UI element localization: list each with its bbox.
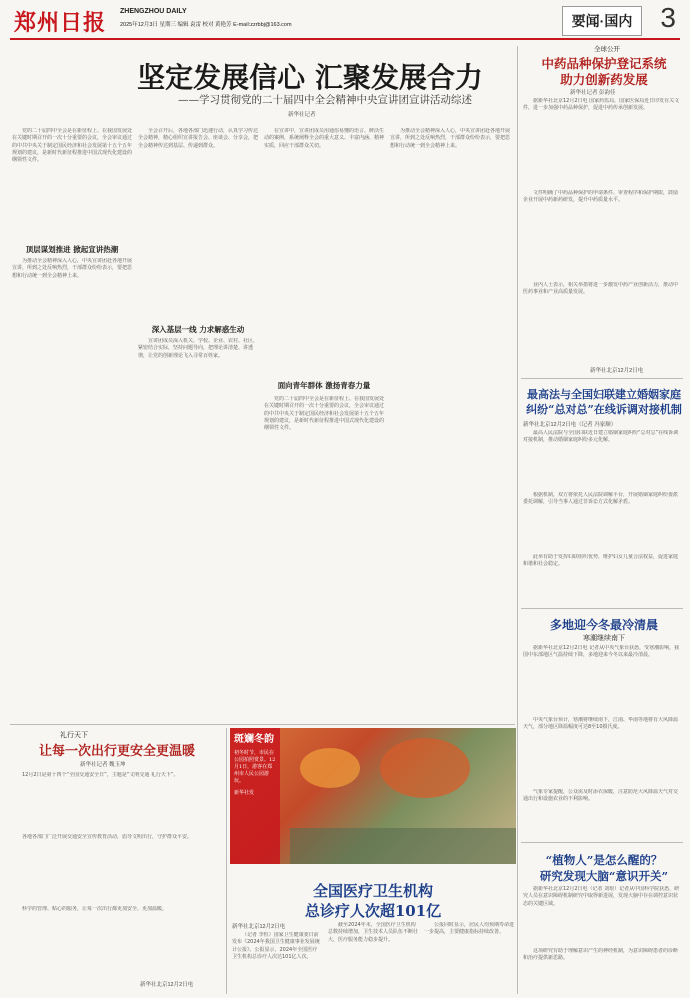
tree-canopy-shape bbox=[300, 748, 360, 788]
safety-dateline: 新华社北京12月2日电 bbox=[140, 982, 194, 988]
lead-headline: 坚定发展信心 汇聚发展合力 bbox=[137, 61, 483, 94]
court-paragraph: 此举有助于发挥妇联组织优势，维护妇女儿童合法权益，促进家庭和谐和社会稳定。 bbox=[523, 554, 679, 568]
section-divider bbox=[521, 378, 683, 379]
lead-paragraph: 党的二十届四中全会是在新征程上、在我国发展处在关键时期召开的一次十分重要的会议，全会审议通过的中共中央关于制定国民经济和社会发展第十五个五年规划的建议，是新时代新征程推进中国式现代化建设的纲领性文件。 bbox=[12, 128, 132, 164]
lead-paragraph: 为推动全会精神深入人心，中央宣讲团赴各地开展宣讲，所到之处反响热烈，干部群众纷纷表示，要把思想和行动统一到全会精神上来。 bbox=[390, 128, 510, 149]
newspaper-name-en: ZHENGZHOU DAILY bbox=[120, 8, 187, 15]
tree-canopy-shape bbox=[380, 738, 470, 798]
photo-credit: 新华社发 bbox=[234, 790, 255, 796]
section-label: 要闻·国内 bbox=[562, 6, 642, 36]
weather-paragraph: 据新华社北京12月2日电 记者从中央气象台获悉，受寒潮影响，我国中东部地区气温持续下降，多地迎来今冬以来最冷清晨。 bbox=[523, 645, 680, 659]
safety-paragraph: 各地各部门广泛开展交通安全宣传教育活动，倡导文明出行，守护群众平安。 bbox=[22, 834, 193, 840]
photo-kicker: 斑斓冬韵 bbox=[234, 734, 274, 745]
section-divider bbox=[10, 724, 515, 725]
lead-paragraph: 宣讲团成员深入机关、学校、企业、农村、社区，紧密结合实际，坚持问题导向，把理论讲清楚、讲透彻，让党的创新理论飞入寻常百姓家。 bbox=[138, 338, 258, 359]
section-divider bbox=[521, 842, 683, 843]
safety-byline: 新华社记者 魏玉坤 bbox=[80, 762, 126, 768]
drug-headline-line1: 中药品种保护登记系统 bbox=[541, 56, 667, 71]
weather-headline: 多地迎今冬最冷清晨 bbox=[549, 618, 658, 632]
brain-headline-line1: “植物人”是怎么醒的？ bbox=[545, 853, 663, 867]
ground-shape bbox=[290, 828, 516, 864]
section-divider bbox=[521, 608, 683, 609]
drug-paragraph: 业内人士表示，相关举措将进一步激发中药产业创新活力，推动中医药事业和产业高质量发展。 bbox=[523, 282, 679, 296]
newspaper-logo: 郑州日报 bbox=[14, 10, 107, 36]
health-headline-line1: 全国医疗卫生机构 bbox=[312, 882, 433, 900]
health-byline: 新华社北京12月2日电 bbox=[232, 924, 286, 930]
lead-paragraph: 党的二十届四中全会是在新征程上、在我国发展处在关键时期召开的一次十分重要的会议，全会审议通过的中共中央关于制定国民经济和社会发展第十五个五年规划的建议，是新时代新征程推进中国式现代化建设的纲领性文件。 bbox=[264, 396, 384, 432]
court-paragraph: 根据机制，双方将依托人民法院调解平台，开展婚姻家庭纠纷委派委托调解，引导当事人通过非诉讼方式化解矛盾。 bbox=[523, 492, 679, 506]
lead-paragraph: 全会召开后，各地各部门迅速行动，认真学习传达全会精神，精心组织宣讲报告会、座谈会、分享会，把全会精神传达到基层、传递到群众。 bbox=[138, 128, 258, 149]
court-headline-line2: 纠纷“总对总”在线诉调对接机制 bbox=[526, 403, 682, 416]
column-divider bbox=[226, 728, 227, 994]
brain-headline-line2: 研究发现大脑“意识开关” bbox=[539, 869, 669, 883]
drug-headline-line2: 助力创新药发展 bbox=[560, 72, 648, 87]
lead-byline: 新华社记者 bbox=[288, 112, 316, 118]
weather-subheadline: 寒潮继续南下 bbox=[583, 634, 625, 642]
drug-byline: 新华社记者 彭韵佳 bbox=[570, 90, 616, 96]
health-paragraph: （记者 李恒）国家卫生健康委日前发布《2024年我国卫生健康事业发展统计公报》。公报显示，2024年全国医疗卫生机构总诊疗人次达101亿人次。 bbox=[232, 932, 320, 960]
court-paragraph: 最高人民法院与全国妇联近日建立婚姻家庭纠纷“总对总”在线诉调对接机制，推动婚姻家庭纠纷多元化解。 bbox=[523, 430, 679, 444]
health-paragraph: 截至2024年末，全国医疗卫生机构总数持续增加，卫生技术人员队伍不断壮大，医疗服务能力稳步提升。 bbox=[328, 922, 418, 943]
lead-paragraph: 为推动全会精神深入人心，中央宣讲团赴各地开展宣讲，所到之处反响热烈，干部群众纷纷表示，要把思想和行动统一到全会精神上来。 bbox=[12, 258, 132, 279]
safety-paragraph: 科学的管理、贴心的服务，让每一次出行都更加安全、更加温暖。 bbox=[22, 906, 168, 912]
safety-kicker: 礼行天下 bbox=[60, 731, 88, 739]
health-paragraph: 公报同时显示，居民人均预期寿命进一步提高，主要健康指标持续改善。 bbox=[424, 922, 514, 936]
lead-subhead: 面向青年群体 激扬青春力量 bbox=[277, 381, 371, 390]
lead-paragraph: 在宣讲中，宣讲团成员用通俗易懂的语言、鲜活生动的案例，系统阐释全会的重大意义、丰富内涵、精神实质，回应干部群众关切。 bbox=[264, 128, 384, 149]
autumn-park-photo bbox=[230, 728, 516, 864]
weather-paragraph: 中央气象台预计，寒潮将继续南下，江南、华南等地将有大风降温天气，部分地区降温幅度可达8至10摄氏度。 bbox=[523, 717, 679, 731]
health-headline-line2: 总诊疗人次超101亿 bbox=[304, 902, 442, 920]
weather-paragraph: 气象专家提醒，公众需及时添衣保暖，注意防范大风降温天气对交通出行和设施农业的不利影响。 bbox=[523, 789, 679, 803]
photo-caption: 初冬时节，市民在公园拍照赏景。12月1日，游客在郑州市人民公园游玩。 bbox=[234, 750, 276, 784]
masthead-rule bbox=[10, 38, 680, 40]
column-divider bbox=[517, 46, 518, 994]
lead-subhead: 深入基层一线 力求解惑生动 bbox=[151, 325, 245, 334]
drug-dateline: 新华社北京12月2日电 bbox=[590, 368, 644, 374]
safety-headline: 让每一次出行更安全更温暖 bbox=[38, 744, 195, 759]
drug-paragraph: 文件明确了中药品种保护的申请条件、审查程序和保护期限，鼓励企业开展中药新药研发，提升中药质量水平。 bbox=[523, 190, 679, 204]
lead-subhead: 顶层谋划推进 掀起宣讲热潮 bbox=[25, 245, 119, 254]
lead-subheadline: ——学习贯彻党的二十届四中全会精神中央宣讲团宣讲活动综述 bbox=[178, 94, 472, 106]
photo-caption-panel bbox=[230, 728, 280, 864]
drug-paragraph: 据新华社北京12月2日电 国家药监局、国家医保局近日印发有关文件，进一步加强中药品种保护，促进中药传承创新发展。 bbox=[523, 98, 680, 112]
court-byline: 新华社北京12月2日电（记者 冯家顺） bbox=[523, 422, 617, 428]
brain-paragraph: 据新华社北京12月2日电（记者 刘垠）记者从中国科学院获悉，研究人员在意识障碍机制研究中取得新进展，发现大脑中存在调控意识状态的关键区域。 bbox=[523, 886, 680, 907]
court-headline-line1: 最高法与全国妇联建立婚姻家庭 bbox=[527, 388, 681, 401]
issue-date-line: 2025年12月3日 星期三 编辑 袁雷 校对 黄艳芳 E-mail:zzrbbj@163.com bbox=[120, 22, 292, 28]
brain-paragraph: 这项研究有助于理解意识产生的神经机制，为意识障碍患者的诊断和治疗提供新思路。 bbox=[523, 948, 679, 962]
safety-paragraph: 12月2日是第十四个“全国交通安全日”，主题是“文明交通 礼行天下”。 bbox=[22, 772, 179, 778]
page-number: 3 bbox=[660, 2, 676, 33]
drug-kicker: 全球公开 bbox=[594, 45, 620, 53]
